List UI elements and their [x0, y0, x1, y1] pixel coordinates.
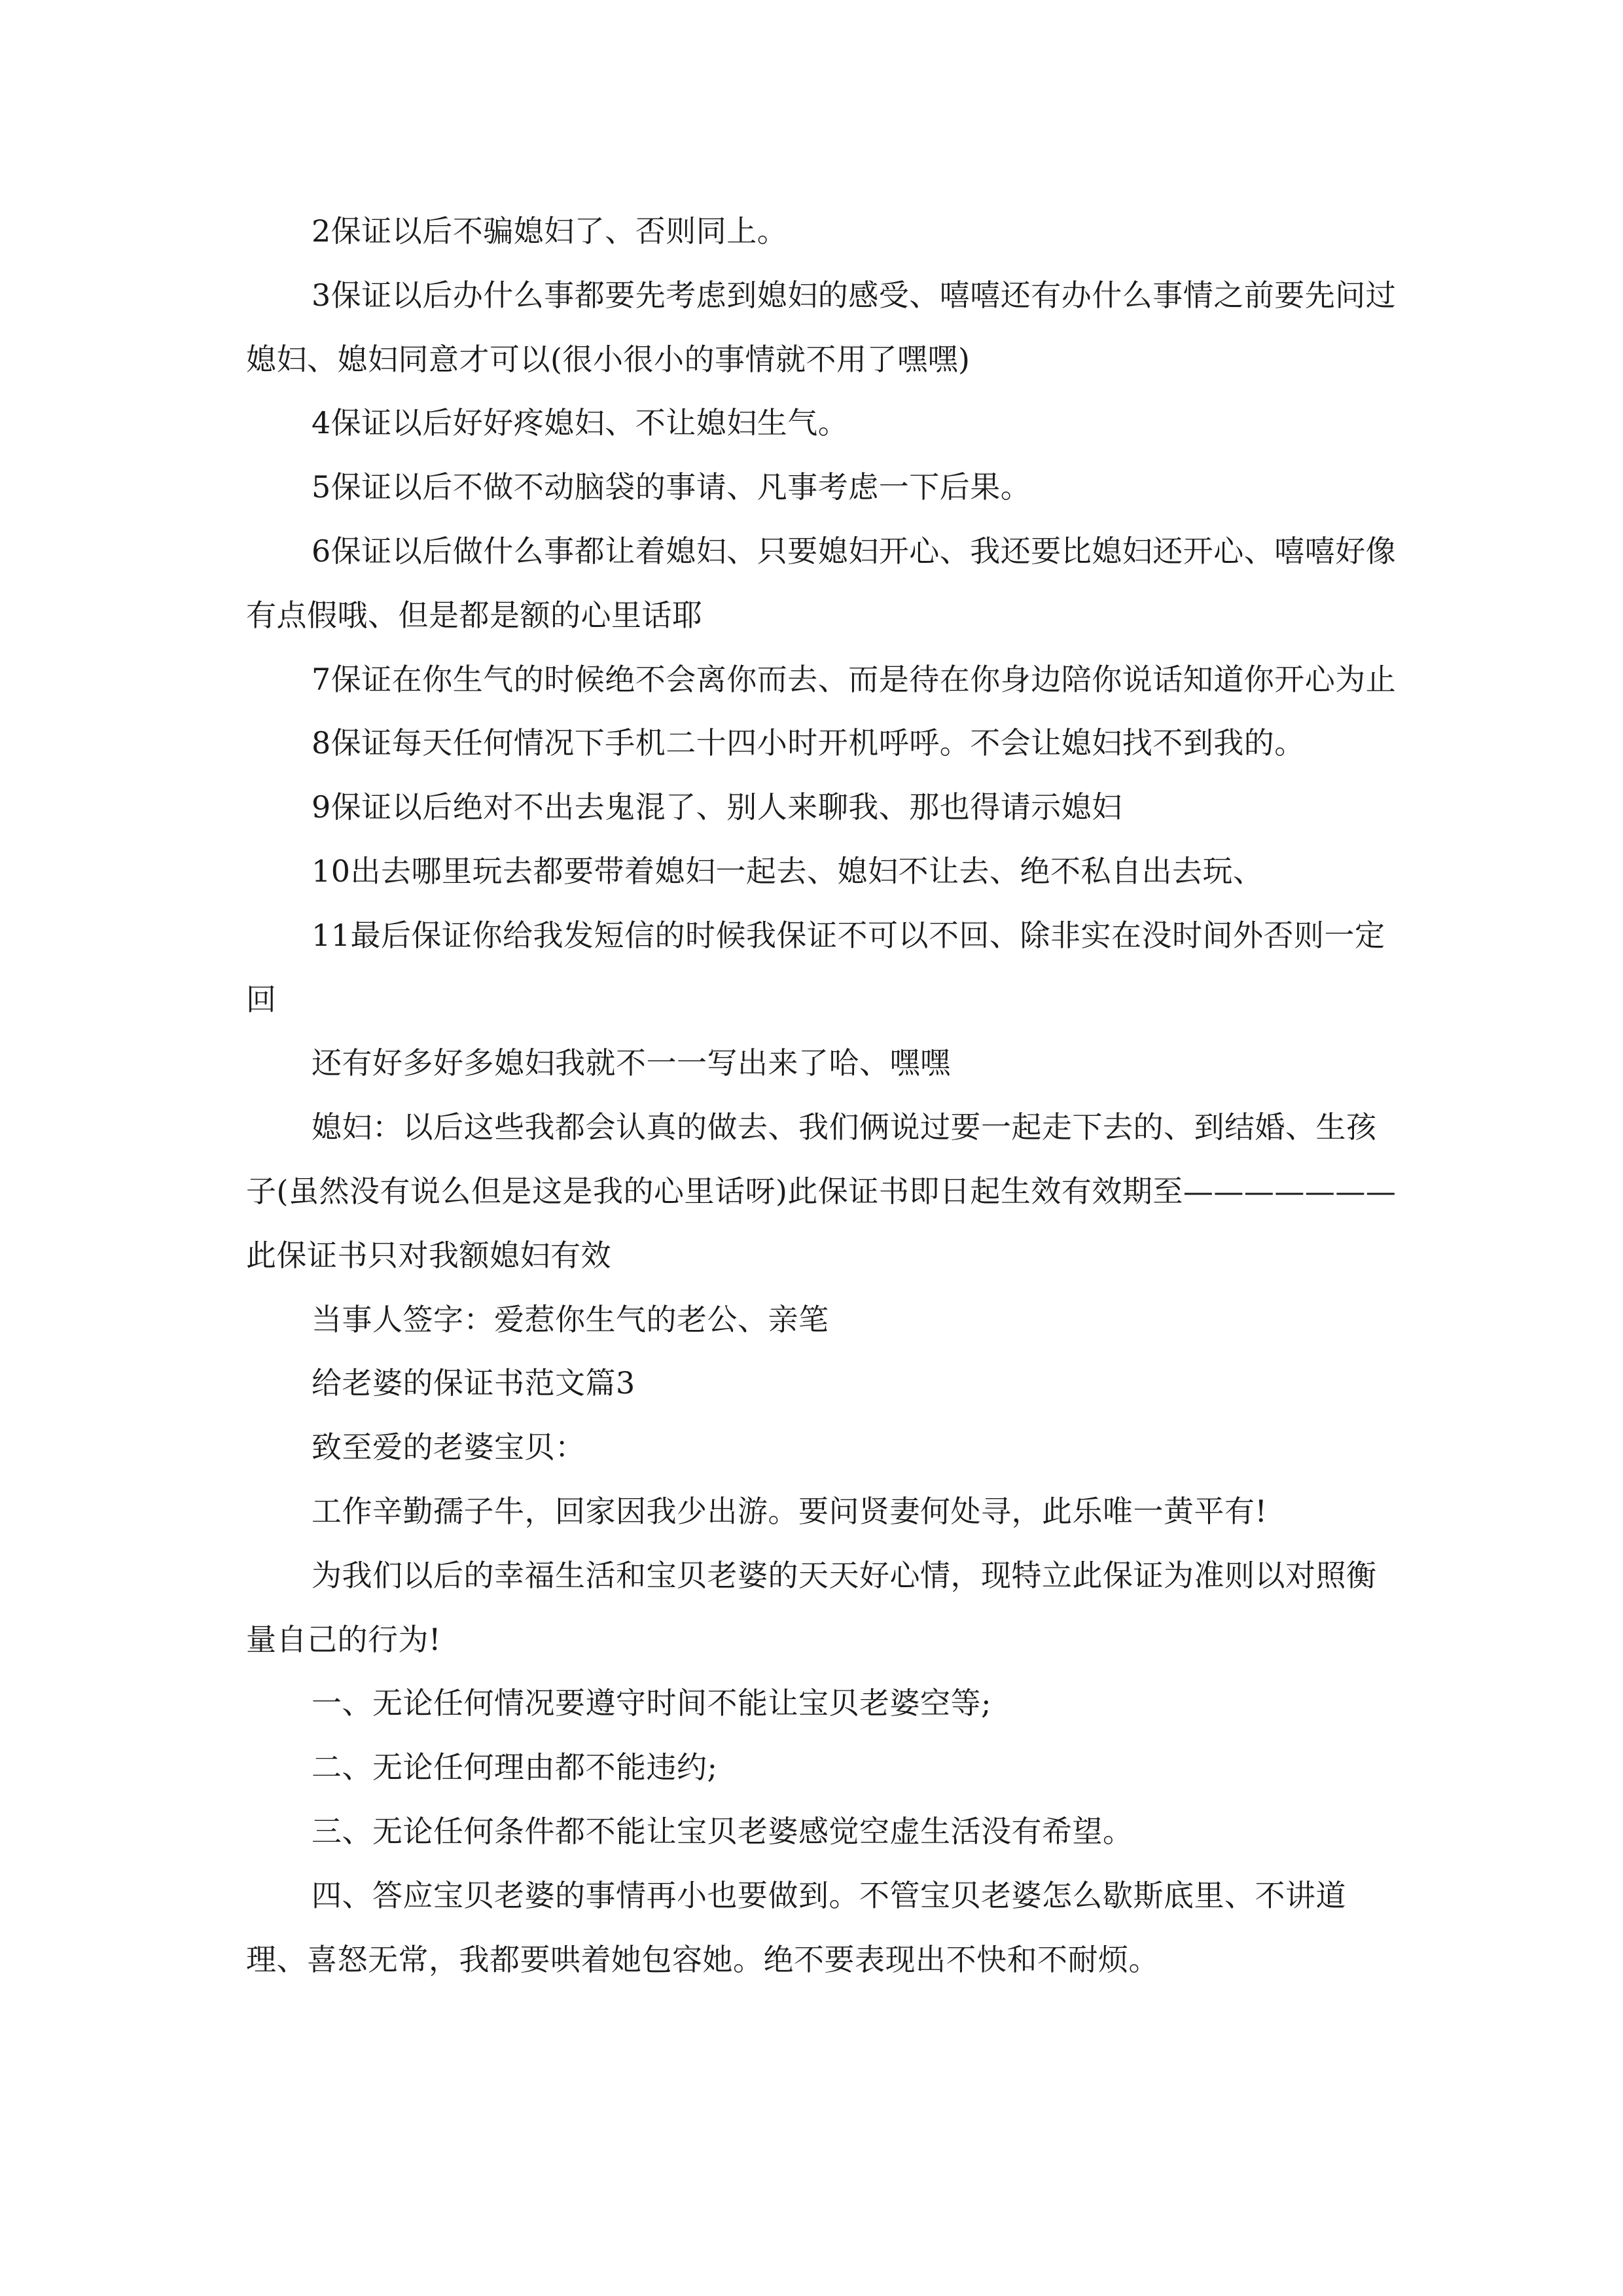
- document-body: [246, 200, 1398, 1992]
- paragraph-promise-3: 3保证以后办什么事都要先考虑到媳妇的感受、嘻嘻还有办什么事情之前要先问过媳妇、媳妇同意才可以(很小很小的事情就不用了嘿嘿): [246, 277, 1397, 377]
- paragraph-promise-7: 7保证在你生气的时候绝不会离你而去、而是待在你身边陪你说话知道你开心为止: [312, 661, 1397, 697]
- paragraph-poem: 工作辛勤孺子牛，回家因我少出游。要问贤妻何处寻，此乐唯一黄平有!: [312, 1493, 1268, 1529]
- paragraph-salutation: 致至爱的老婆宝贝：: [312, 1429, 586, 1465]
- paragraph-promise-9: 9保证以后绝对不出去鬼混了、别人来聊我、那也得请示媳妇: [312, 789, 1122, 825]
- paragraph-promise-5: 5保证以后不做不动脑袋的事请、凡事考虑一下后果。: [312, 469, 1031, 505]
- paragraph-wife-statement: 媳妇：以后这些我都会认真的做去、我们俩说过要一起走下去的、到结婚、生孩子(虽然没有说么但是这是我的心里话呀)此保证书即日起生效有效期至———————此保证书只对我额媳妇有效: [246, 1109, 1397, 1273]
- paragraph-signature: 当事人签字：爱惹你生气的老公、亲笔: [312, 1301, 829, 1337]
- paragraph-rule-1: 一、无论任何情况要遵守时间不能让宝贝老婆空等;: [312, 1685, 991, 1721]
- paragraph-closing-note: 还有好多好多媳妇我就不一一写出来了哈、嘿嘿: [312, 1045, 951, 1081]
- paragraph-promise-6: 6保证以后做什么事都让着媳妇、只要媳妇开心、我还要比媳妇还开心、嘻嘻好像有点假哦、但是都是额的心里话耶: [246, 533, 1397, 633]
- paragraph-rule-4: 四、答应宝贝老婆的事情再小也要做到。不管宝贝老婆怎么歇斯底里、不讲道理、喜怒无常，我都要哄着她包容她。绝不要表现出不快和不耐烦。: [246, 1877, 1346, 1977]
- paragraph-promise-11: 11最后保证你给我发短信的时候我保证不可以不回、除非实在没时间外否则一定回: [246, 917, 1385, 1017]
- paragraph-promise-4: 4保证以后好好疼媳妇、不让媳妇生气。: [312, 405, 849, 441]
- paragraph-rule-2: 二、无论任何理由都不能违约;: [312, 1749, 718, 1785]
- section-heading: 给老婆的保证书范文篇3: [312, 1365, 635, 1401]
- paragraph-rule-3: 三、无论任何条件都不能让宝贝老婆感觉空虚生活没有希望。: [312, 1813, 1133, 1849]
- paragraph-promise-10: 10出去哪里玩去都要带着媳妇一起去、媳妇不让去、绝不私自出去玩、: [312, 853, 1264, 889]
- paragraph-promise-2: 2保证以后不骗媳妇了、否则同上。: [312, 213, 788, 249]
- paragraph-promise-8: 8保证每天任何情况下手机二十四小时开机呼呼。不会让媳妇找不到我的。: [312, 725, 1305, 761]
- paragraph-intro: 为我们以后的幸福生活和宝贝老婆的天天好心情，现特立此保证为准则以对照衡量自己的行为!: [246, 1557, 1377, 1657]
